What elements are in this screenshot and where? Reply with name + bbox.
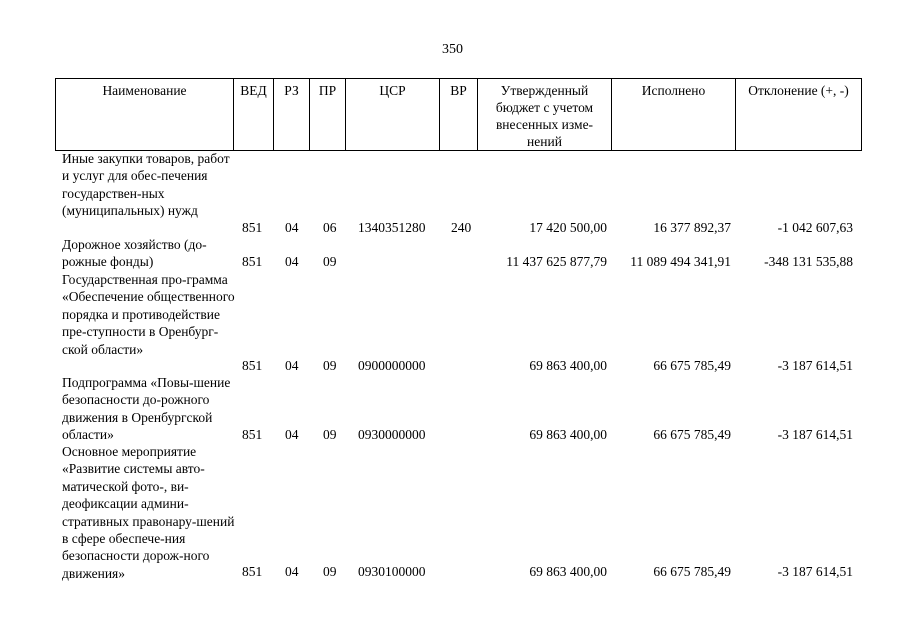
row-rz: 04 <box>285 564 299 579</box>
page-number: 350 <box>442 42 463 57</box>
row-deviation: -3 187 614,51 <box>777 358 853 373</box>
row-name: Государственная про-грамма «Обеспечение общественного порядка и противодействие пре-ступности в Оренбург-ской области» <box>62 272 235 357</box>
row-name: Дорожное хозяйство (до-рожные фонды) <box>62 237 207 270</box>
row-done: 66 675 785,49 <box>653 358 731 373</box>
header-budget: Утвержденный бюджет с учетом внесенных изме-нений <box>478 79 612 151</box>
row-rz: 04 <box>285 254 299 269</box>
row-budget: 69 863 400,00 <box>529 358 607 373</box>
header-pr: ПР <box>310 79 346 151</box>
row-vr: 240 <box>451 220 472 235</box>
row-pr: 06 <box>323 220 337 235</box>
row-done: 66 675 785,49 <box>653 564 731 579</box>
row-deviation: -1 042 607,63 <box>777 220 853 235</box>
row-done: 16 377 892,37 <box>653 220 731 235</box>
row-name: Иные закупки товаров, работ и услуг для обес-печения государствен-ных (муниципальных) нужд <box>62 151 230 219</box>
row-ved: 851 <box>242 564 263 579</box>
row-csr: 0930000000 <box>358 427 426 442</box>
header-done: Исполнено <box>612 79 736 151</box>
row-budget: 69 863 400,00 <box>529 564 607 579</box>
row-ved: 851 <box>242 427 263 442</box>
row-pr: 09 <box>323 254 337 269</box>
header-deviation: Отклонение (+, -) <box>736 79 862 151</box>
row-deviation: -348 131 535,88 <box>764 254 853 269</box>
row-rz: 04 <box>285 427 299 442</box>
row-ved: 851 <box>242 220 263 235</box>
row-budget: 69 863 400,00 <box>529 427 607 442</box>
row-csr: 0900000000 <box>358 358 426 373</box>
row-pr: 09 <box>323 358 337 373</box>
row-deviation: -3 187 614,51 <box>777 427 853 442</box>
row-pr: 09 <box>323 564 337 579</box>
header-csr: ЦСР <box>346 79 440 151</box>
row-name: Основное мероприятие «Развитие системы авто-матической фото-, ви-деофиксации админи-стративных правонару-шений в сфере обеспече-ния безопасности дорож-ного движения» <box>62 444 235 581</box>
row-csr: 1340351280 <box>358 220 426 235</box>
row-name: Подпрограмма «Повы-шение безопасности до-рожного движения в Оренбургской области» <box>62 375 231 443</box>
row-budget: 11 437 625 877,79 <box>506 254 607 269</box>
row-done: 66 675 785,49 <box>653 427 731 442</box>
header-ved: ВЕД <box>234 79 274 151</box>
header-rz: РЗ <box>274 79 310 151</box>
row-rz: 04 <box>285 358 299 373</box>
row-deviation: -3 187 614,51 <box>777 564 853 579</box>
row-pr: 09 <box>323 427 337 442</box>
row-csr: 0930100000 <box>358 564 426 579</box>
header-name: Наименование <box>56 79 234 151</box>
row-budget: 17 420 500,00 <box>529 220 607 235</box>
header-vr: ВР <box>440 79 478 151</box>
row-ved: 851 <box>242 358 263 373</box>
row-done: 11 089 494 341,91 <box>630 254 731 269</box>
row-ved: 851 <box>242 254 263 269</box>
row-rz: 04 <box>285 220 299 235</box>
table-header <box>55 78 862 151</box>
